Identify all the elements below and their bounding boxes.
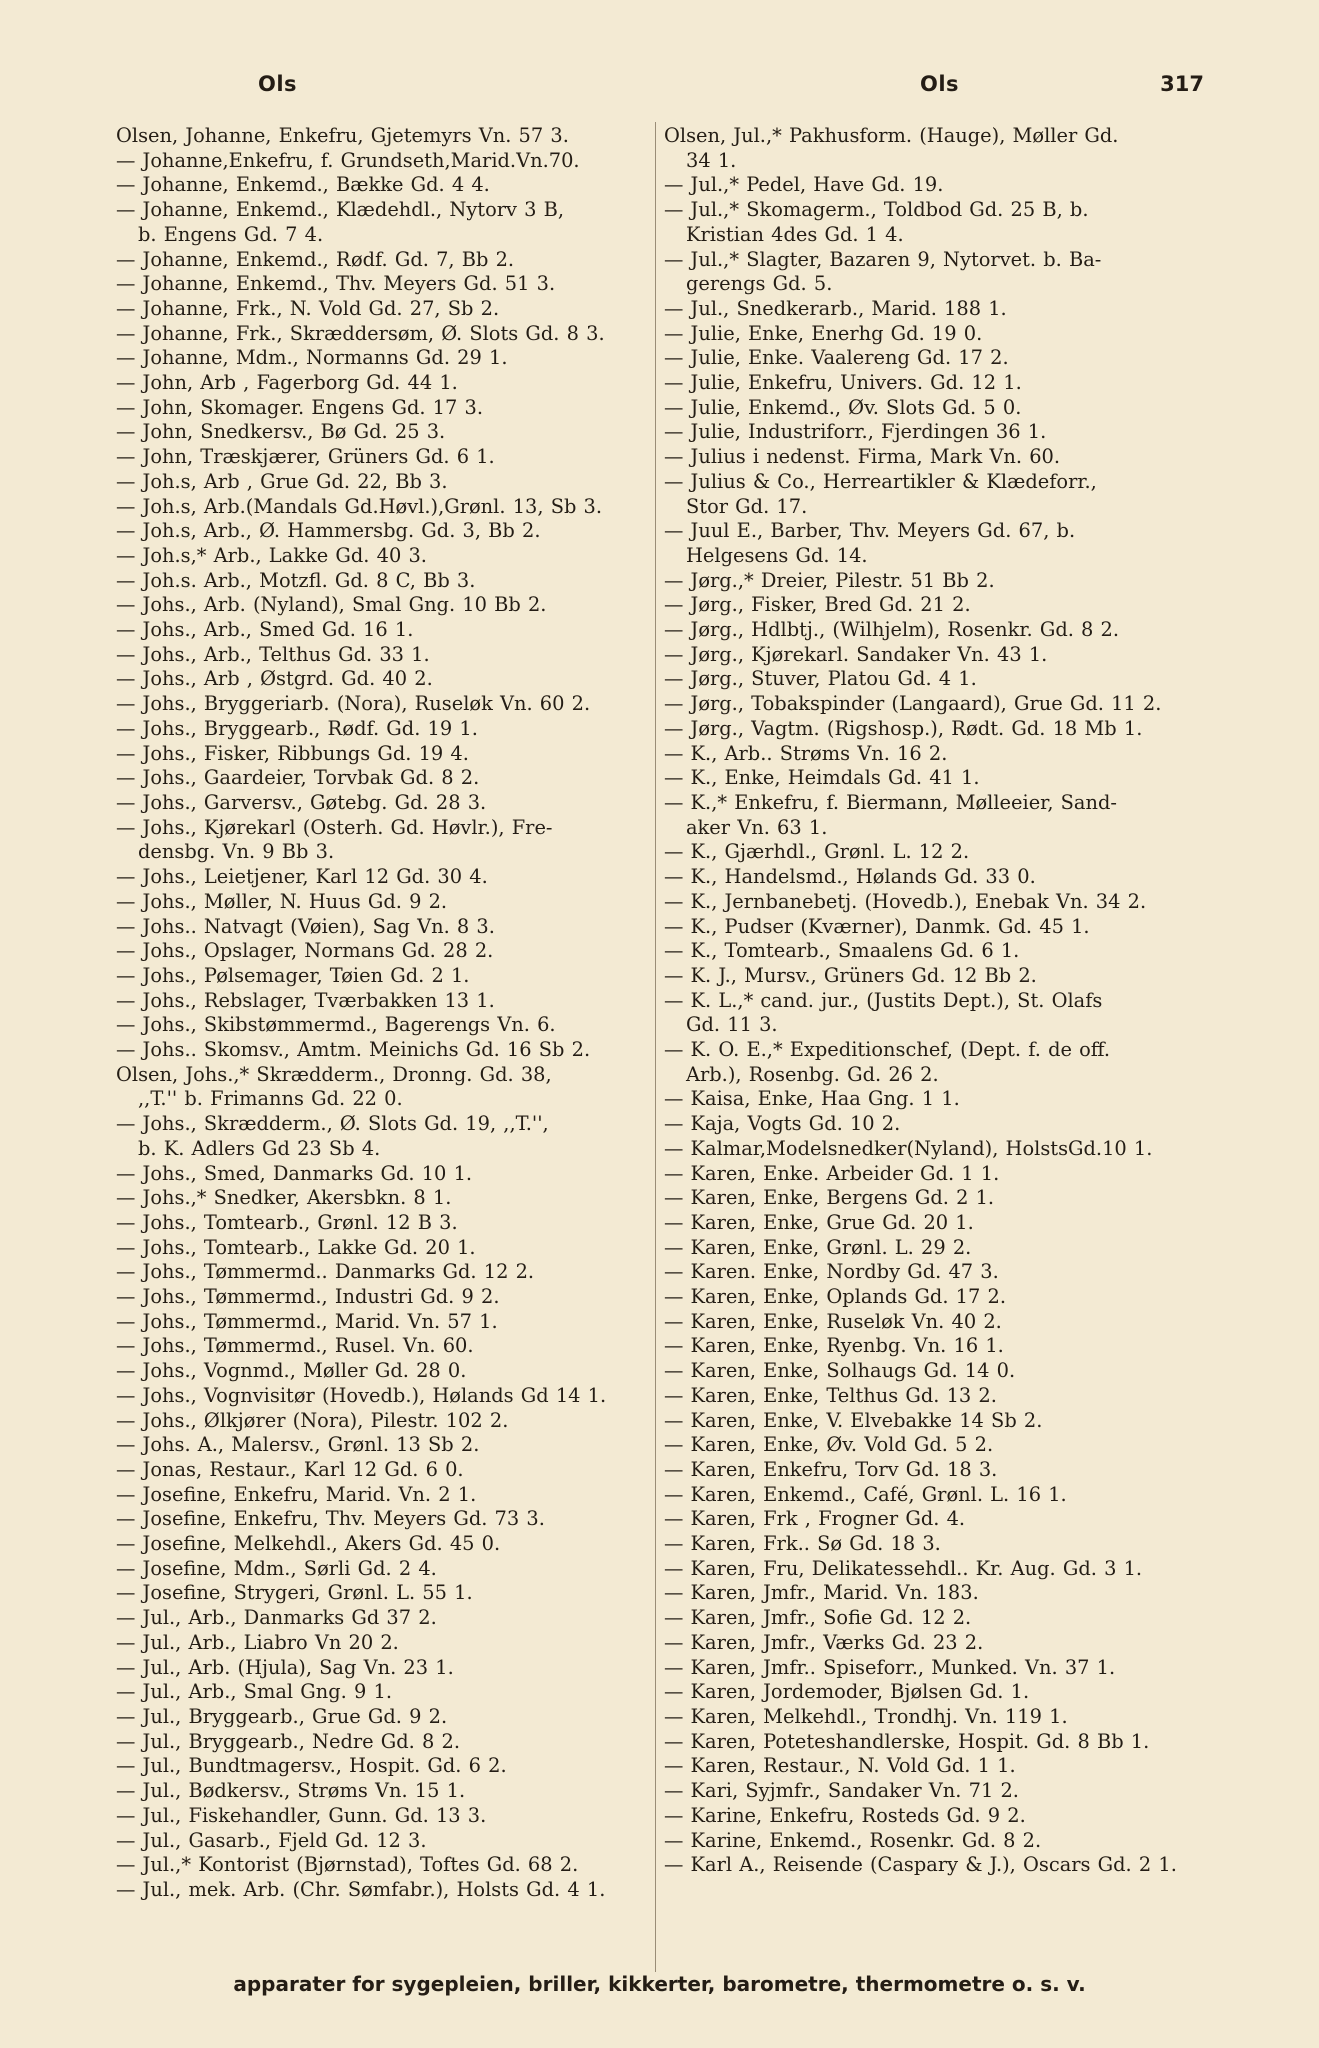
entry-line: — Jørg., Kjørekarl. Sandaker Vn. 43 1. [664, 642, 1048, 666]
entry-line: — Jul., Arb., Danmarks Gd 37 2. [116, 1606, 437, 1630]
entry-line: — Johanne,Enkefru, f. Grundseth,Marid.Vn.70. [116, 148, 580, 172]
directory-entry [116, 791, 656, 816]
directory-entry [664, 198, 1204, 247]
entry-line: — Johs., Bryggeriarb. (Nora), Ruseløk Vn. 60 2. [116, 692, 591, 716]
directory-entry [116, 346, 656, 371]
entry-line: — Karen, Frk , Frogner Gd. 4. [664, 1507, 966, 1531]
entry-line: — Jul.,* Slagter, Bazaren 9, Nytorvet. b. Ba- [664, 247, 1102, 271]
entry-line: — K., Tomtearb., Smaalens Gd. 6 1. [664, 939, 1020, 963]
directory-entry [664, 1433, 1204, 1458]
entry-line: — K., Handelsmd., Hølands Gd. 33 0. [664, 865, 1036, 889]
entry-line: — Joh.s. Arb., Motzfl. Gd. 8 C, Bb 3. [116, 568, 476, 592]
entry-line: — Johs., Tømmermd., Industri Gd. 9 2. [116, 1285, 500, 1309]
directory-entry [116, 1334, 656, 1359]
entry-line: — Jul.,* Kontorist (Bjørnstad), Toftes Gd. 68 2. [116, 1853, 579, 1877]
entry-line: — Johs., Vognmd., Møller Gd. 28 0. [116, 1359, 467, 1383]
directory-entry [116, 1186, 656, 1211]
directory-entry [116, 1285, 656, 1310]
entry-line: — Johs., Tomtearb., Grønl. 12 B 3. [116, 1210, 458, 1234]
directory-entry [664, 1285, 1204, 1310]
entry-continuation-line: ,,T.'' b. Frimanns Gd. 22 0. [138, 1087, 403, 1111]
directory-entry [116, 989, 656, 1014]
entry-line: — Johs., Møller, N. Huus Gd. 9 2. [116, 889, 448, 913]
entry-continuation-line: b. K. Adlers Gd 23 Sb 4. [138, 1136, 381, 1160]
directory-entry [664, 1359, 1204, 1384]
entry-line: — Jul., Bryggearb., Grue Gd. 9 2. [116, 1705, 448, 1728]
entry-continuation-line: 34 1. [686, 148, 737, 172]
directory-entry [664, 1557, 1204, 1582]
entry-line: — Karen, Fru, Delikatessehdl.. Kr. Aug. Gd. 3 1. [664, 1556, 1143, 1580]
entry-line: — K., Enke, Heimdals Gd. 41 1. [664, 766, 980, 790]
directory-entry [664, 124, 1204, 173]
directory-entry [116, 667, 656, 692]
column-divider [655, 122, 656, 1972]
entry-line: — Kari, Syjmfr., Sandaker Vn. 71 2. [664, 1779, 1019, 1803]
entry-line: — Johanne, Mdm., Normanns Gd. 29 1. [116, 346, 508, 370]
entry-line: — K. L.,* cand. jur., (Justits Dept.), St. Olafs [664, 988, 1103, 1012]
directory-entry [664, 989, 1204, 1038]
entry-continuation-line: Arb.), Rosenbg. Gd. 26 2. [686, 1062, 939, 1086]
directory-entry [116, 1507, 656, 1532]
entry-line: — Johs. A., Malersv., Grønl. 13 Sb 2. [116, 1433, 480, 1457]
directory-entry [664, 890, 1204, 915]
entry-line: — Karen, Jmfr., Marid. Vn. 183. [664, 1581, 979, 1605]
directory-entry [664, 1260, 1204, 1285]
directory-entry [116, 519, 656, 544]
directory-entry [664, 420, 1204, 445]
entry-line: — John, Træskjærer, Grüners Gd. 6 1. [116, 445, 495, 469]
directory-entry [664, 297, 1204, 322]
left-column [116, 124, 656, 1903]
right-running-head: Ols [920, 72, 960, 96]
footer-advertisement: apparater for sygepleien, briller, kikkerter, barometre, thermometre o. s. v. [233, 1972, 1086, 1996]
entry-line: — Johs., Bryggearb., Rødf. Gd. 19 1. [116, 716, 478, 740]
directory-entry [664, 717, 1204, 742]
directory-entry [116, 396, 656, 421]
entry-line: — Kaisa, Enke, Haa Gng. 1 1. [664, 1087, 960, 1111]
entry-line: — Karen, Enke, Bergens Gd. 2 1. [664, 1186, 995, 1210]
entry-line: — Karen, Enke. Arbeider Gd. 1 1. [664, 1161, 1000, 1185]
entry-line: — Karen, Melkehdl., Trondhj. Vn. 119 1. [664, 1705, 1068, 1728]
directory-entry [664, 1680, 1204, 1705]
entry-continuation-line: Helgesens Gd. 14. [686, 543, 868, 567]
directory-entry [116, 198, 656, 247]
entry-line: — Jul., Bryggearb., Nedre Gd. 8 2. [116, 1729, 461, 1753]
entry-line: — Juul E., Barber, Thv. Meyers Gd. 67, b. [664, 519, 1076, 543]
entry-line: — Karen, Enkefru, Torv Gd. 18 3. [664, 1457, 998, 1481]
entry-line: — Josefine, Melkehdl., Akers Gd. 45 0. [116, 1532, 501, 1556]
directory-entry [116, 1779, 656, 1804]
entry-line: — K., Pudser (Kværner), Danmk. Gd. 45 1. [664, 914, 1090, 938]
entry-line: — Josefine, Strygeri, Grønl. L. 55 1. [116, 1581, 473, 1605]
directory-entry [664, 593, 1204, 618]
entry-line: — Karen, Enke, V. Elvebakke 14 Sb 2. [664, 1408, 1043, 1432]
directory-entry [116, 1754, 656, 1779]
directory-entry [664, 1334, 1204, 1359]
directory-entry [116, 445, 656, 470]
entry-line: — Johs.. Skomsv., Amtm. Meinichs Gd. 16 Sb 2. [116, 1038, 591, 1062]
directory-entry [664, 643, 1204, 668]
directory-entry [664, 569, 1204, 594]
directory-entry [664, 1162, 1204, 1187]
directory-entry [664, 766, 1204, 791]
entry-line: Olsen, Johanne, Enkefru, Gjetemyrs Vn. 57 3. [116, 124, 569, 147]
entry-line: — Jørg., Hdlbtj., (Wilhjelm), Rosenkr. Gd. 8 2. [664, 618, 1120, 642]
directory-entry [664, 1656, 1204, 1681]
directory-entry [664, 1507, 1204, 1532]
entry-line: — Johs.. Natvagt (Vøien), Sag Vn. 8 3. [116, 914, 495, 938]
directory-entry [664, 667, 1204, 692]
directory-entry [116, 1162, 656, 1187]
directory-entry [664, 173, 1204, 198]
entry-line: — Jul., mek. Arb. (Chr. Sømfabr.), Holsts Gd. 4 1. [116, 1877, 606, 1901]
directory-entry [664, 1211, 1204, 1236]
directory-entry [664, 519, 1204, 568]
directory-entry [116, 1656, 656, 1681]
entry-line: — Karen, Enke, Telthus Gd. 13 2. [664, 1383, 997, 1407]
entry-line: — Jonas, Restaur., Karl 12 Gd. 6 0. [116, 1457, 464, 1481]
entry-line: — Karen, Jmfr., Sofie Gd. 12 2. [664, 1606, 972, 1630]
entry-continuation-line: Kristian 4des Gd. 1 4. [686, 222, 904, 246]
directory-entry [116, 1384, 656, 1409]
entry-line: — Julie, Enkefru, Univers. Gd. 12 1. [664, 371, 1022, 395]
directory-entry [116, 865, 656, 890]
entry-line: — Johs., Skrædderm., Ø. Slots Gd. 19, ,,T.'', [116, 1112, 549, 1136]
entry-line: — Johs., Opslager, Normans Gd. 28 2. [116, 939, 494, 963]
directory-entry [664, 939, 1204, 964]
right-column [664, 124, 1204, 1878]
entry-line: — Joh.s,* Arb., Lakke Gd. 40 3. [116, 543, 427, 567]
entry-line: — Johs., Rebslager, Tværbakken 13 1. [116, 988, 495, 1012]
directory-entry [664, 1853, 1204, 1878]
directory-entry [116, 1458, 656, 1483]
directory-entry [116, 618, 656, 643]
entry-line: — Karen, Enke, Ryenbg. Vn. 16 1. [664, 1334, 1004, 1358]
directory-entry [116, 470, 656, 495]
entry-line: — Jul., Arb., Liabro Vn 20 2. [116, 1630, 399, 1654]
directory-entry [664, 1829, 1204, 1854]
entry-line: — Julius & Co., Herreartikler & Klædeforr., [664, 469, 1097, 493]
entry-line: — Johs., Kjørekarl (Osterh. Gd. Høvlr.), Fre- [116, 815, 553, 839]
directory-entry [664, 1532, 1204, 1557]
directory-entry [116, 420, 656, 445]
entry-line: — Johs., Arb , Østgrd. Gd. 40 2. [116, 667, 433, 691]
directory-entry [664, 1384, 1204, 1409]
directory-entry [664, 322, 1204, 347]
directory-entry [116, 1013, 656, 1038]
directory-entry [116, 371, 656, 396]
entry-line: — Jørg.,* Dreier, Pilestr. 51 Bb 2. [664, 568, 995, 592]
directory-entry [664, 346, 1204, 371]
page-number: 317 [1160, 72, 1204, 96]
entry-line: — K., Gjærhdl., Grønl. L. 12 2. [664, 840, 970, 864]
directory-entry [664, 1483, 1204, 1508]
entry-line: — Karine, Enkemd., Rosenkr. Gd. 8 2. [664, 1828, 1042, 1852]
entry-line: Olsen, Jul.,* Pakhusform. (Hauge), Møller Gd. [664, 124, 1119, 147]
directory-entry [664, 1705, 1204, 1730]
entry-line: — Johs., Smed, Danmarks Gd. 10 1. [116, 1161, 473, 1185]
entry-line: — Johs., Tomtearb., Lakke Gd. 20 1. [116, 1235, 476, 1259]
directory-entry [664, 1754, 1204, 1779]
entry-line: — Johs., Vognvisitør (Hovedb.), Hølands Gd 14 1. [116, 1383, 607, 1407]
entry-line: — Karen, Enke, Øv. Vold Gd. 5 2. [664, 1433, 994, 1457]
page-header [0, 72, 1319, 112]
entry-line: — Julius i nedenst. Firma, Mark Vn. 60. [664, 445, 1061, 469]
entry-line: — Johanne, Enkemd., Thv. Meyers Gd. 51 3. [116, 272, 556, 296]
directory-entry [116, 322, 656, 347]
entry-line: — Karen, Frk.. Sø Gd. 18 3. [664, 1532, 941, 1556]
directory-entry [116, 1705, 656, 1730]
entry-line: — Johs., Arb. (Nyland), Smal Gng. 10 Bb 2. [116, 593, 547, 617]
entry-line: — Joh.s, Arb., Ø. Hammersbg. Gd. 3, Bb 2. [116, 519, 541, 543]
directory-entry [116, 569, 656, 594]
directory-entry [664, 1581, 1204, 1606]
left-running-head: Ols [258, 72, 298, 96]
directory-entry [664, 1804, 1204, 1829]
entry-line: — Jul., Fiskehandler, Gunn. Gd. 13 3. [116, 1803, 487, 1827]
entry-line: — Julie, Enkemd., Øv. Slots Gd. 5 0. [664, 395, 1022, 419]
entry-line: — Jørg., Vagtm. (Rigshosp.), Rødt. Gd. 18 Mb 1. [664, 716, 1143, 740]
entry-line: Olsen, Johs.,* Skrædderm., Dronng. Gd. 38, [116, 1062, 552, 1086]
entry-line: — Karen, Jordemoder, Bjølsen Gd. 1. [664, 1680, 1030, 1704]
directory-entry [116, 717, 656, 742]
directory-entry [116, 766, 656, 791]
entry-line: — Johs., Tømmermd., Marid. Vn. 57 1. [116, 1309, 498, 1333]
directory-entry [116, 272, 656, 297]
directory-entry [116, 692, 656, 717]
entry-line: — K., Jernbanebetj. (Hovedb.), Enebak Vn. 34 2. [664, 889, 1147, 913]
entry-line: — K. J., Mursv., Grüners Gd. 12 Bb 2. [664, 963, 1037, 987]
entry-line: — Johanne, Enkemd., Klædehdl., Nytorv 3 B, [116, 198, 565, 222]
entry-line: — Karen, Enke, Ruseløk Vn. 40 2. [664, 1309, 1002, 1333]
directory-entry [116, 1557, 656, 1582]
directory-entry [116, 1606, 656, 1631]
directory-entry [116, 1038, 656, 1063]
entry-line: — Jørg., Fisker, Bred Gd. 21 2. [664, 593, 971, 617]
entry-line: — Karen, Poteteshandlerske, Hospit. Gd. 8 Bb 1. [664, 1729, 1150, 1753]
entry-line: — Johs., Tømmermd., Rusel. Vn. 60. [116, 1334, 474, 1358]
entry-line: — Jul., Bødkersv., Strøms Vn. 15 1. [116, 1779, 466, 1803]
directory-entry [664, 618, 1204, 643]
entry-continuation-line: gerengs Gd. 5. [686, 272, 833, 296]
entry-line: — Karen, Jmfr.. Spiseforr., Munked. Vn. 37 1. [664, 1655, 1116, 1679]
directory-entry [116, 742, 656, 767]
entry-line: — John, Arb , Fagerborg Gd. 44 1. [116, 371, 458, 395]
directory-entry [116, 1878, 656, 1903]
entry-line: — K.,* Enkefru, f. Biermann, Mølleeier, Sand- [664, 790, 1117, 814]
directory-entry [116, 124, 656, 149]
directory-entry [116, 1631, 656, 1656]
directory-entry [664, 1631, 1204, 1656]
entry-line: — John, Skomager. Engens Gd. 17 3. [116, 395, 484, 419]
directory-entry [116, 248, 656, 273]
entry-line: — Julie, Enke. Vaalereng Gd. 17 2. [664, 346, 1009, 370]
directory-entry [116, 1112, 656, 1161]
directory-entry [116, 1260, 656, 1285]
entry-line: — Johs., Leietjener, Karl 12 Gd. 30 4. [116, 865, 488, 889]
directory-entry [116, 890, 656, 915]
directory-entry [116, 643, 656, 668]
entry-line: — Johs., Arb., Smed Gd. 16 1. [116, 618, 414, 642]
entry-continuation-line: Stor Gd. 17. [686, 494, 808, 518]
entry-line: — Joh.s, Arb.(Mandals Gd.Høvl.),Grønl. 13, Sb 3. [116, 494, 603, 518]
entry-line: — Karen, Enke, Grue Gd. 20 1. [664, 1210, 974, 1234]
entry-line: — Kaja, Vogts Gd. 10 2. [664, 1112, 901, 1136]
entry-line: — Johs.,* Snedker, Akersbkn. 8 1. [116, 1186, 452, 1210]
directory-entry [116, 915, 656, 940]
directory-entry [664, 248, 1204, 297]
entry-line: — Johanne, Enkemd., Rødf. Gd. 7, Bb 2. [116, 247, 515, 271]
directory-entry [664, 470, 1204, 519]
entry-continuation-line: aker Vn. 63 1. [686, 815, 828, 839]
entry-line: — Karine, Enkefru, Rosteds Gd. 9 2. [664, 1803, 1026, 1827]
directory-entry [664, 1236, 1204, 1261]
entry-line: — Johanne, Enkemd., Bække Gd. 4 4. [116, 173, 490, 197]
directory-entry [116, 1483, 656, 1508]
directory-entry [664, 1409, 1204, 1434]
directory-entry [664, 1112, 1204, 1137]
directory-entry [116, 495, 656, 520]
entry-line: — Josefine, Enkefru, Marid. Vn. 2 1. [116, 1482, 477, 1506]
directory-entry [116, 1804, 656, 1829]
directory-entry [116, 1829, 656, 1854]
directory-entry [116, 1310, 656, 1335]
directory-entry [116, 297, 656, 322]
directory-entry [116, 1433, 656, 1458]
directory-entry [116, 1532, 656, 1557]
entry-line: — Jul., Arb., Smal Gng. 9 1. [116, 1680, 393, 1704]
entry-line: — Johs., Gaardeier, Torvbak Gd. 8 2. [116, 766, 480, 790]
entry-line: — Karl A., Reisende (Caspary & J.), Oscars Gd. 2 1. [664, 1853, 1177, 1877]
directory-entry [116, 939, 656, 964]
entry-continuation-line: Gd. 11 3. [686, 1013, 778, 1037]
entry-line: — Jul., Bundtmagersv., Hospit. Gd. 6 2. [116, 1754, 507, 1778]
directory-entry [664, 1137, 1204, 1162]
directory-entry [116, 1853, 656, 1878]
directory-entry [664, 791, 1204, 840]
entry-line: — K., Arb.. Strøms Vn. 16 2. [664, 741, 948, 765]
directory-entry [664, 1310, 1204, 1335]
directory-entry [116, 1409, 656, 1434]
directory-entry [664, 1087, 1204, 1112]
entry-line: — Karen, Enke, Solhaugs Gd. 14 0. [664, 1359, 1016, 1383]
directory-entry [664, 742, 1204, 767]
directory-entry [664, 1186, 1204, 1211]
directory-entry [664, 865, 1204, 890]
entry-line: — Jul.,* Pedel, Have Gd. 19. [664, 173, 944, 197]
directory-entry [116, 1730, 656, 1755]
entry-line: — Johs., Arb., Telthus Gd. 33 1. [116, 642, 430, 666]
entry-line: — Johs., Tømmermd.. Danmarks Gd. 12 2. [116, 1260, 535, 1284]
entry-line: — Jul.,* Skomagerm., Toldbod Gd. 25 B, b. [664, 198, 1089, 222]
entry-continuation-line: b. Engens Gd. 7 4. [138, 222, 324, 246]
entry-line: — Karen. Enke, Nordby Gd. 47 3. [664, 1260, 999, 1284]
directory-entry [116, 544, 656, 569]
directory-entry [664, 1038, 1204, 1087]
directory-entry [116, 593, 656, 618]
entry-line: — Johanne, Frk., N. Vold Gd. 27, Sb 2. [116, 296, 500, 320]
directory-entry [664, 692, 1204, 717]
directory-entry [116, 1211, 656, 1236]
directory-entry [116, 149, 656, 174]
directory-entry [664, 396, 1204, 421]
entry-line: — Johs., Pølsemager, Tøien Gd. 2 1. [116, 963, 470, 987]
directory-entry [116, 1359, 656, 1384]
entry-line: — Johs., Garversv., Gøtebg. Gd. 28 3. [116, 790, 487, 814]
directory-entry [664, 1458, 1204, 1483]
entry-line: — Johs., Fisker, Ribbungs Gd. 19 4. [116, 741, 469, 765]
directory-entry [664, 371, 1204, 396]
entry-line: — Karen, Restaur., N. Vold Gd. 1 1. [664, 1754, 1016, 1778]
entry-line: — Josefine, Enkefru, Thv. Meyers Gd. 73 3. [116, 1507, 545, 1531]
entry-line: — Julie, Enke, Enerhg Gd. 19 0. [664, 321, 983, 345]
directory-entry [664, 445, 1204, 470]
directory-entry [664, 1606, 1204, 1631]
entry-line: — John, Snedkersv., Bø Gd. 25 3. [116, 420, 446, 444]
entry-line: — K. O. E.,* Expeditionschef, (Dept. f. de off. [664, 1038, 1111, 1062]
entry-line: — Karen, Enkemd., Café, Grønl. L. 16 1. [664, 1482, 1067, 1506]
directory-entry [116, 1236, 656, 1261]
entry-line: — Karen, Jmfr., Værks Gd. 23 2. [664, 1630, 984, 1654]
entry-line: — Johs., Skibstømmermd., Bagerengs Vn. 6. [116, 1013, 556, 1037]
directory-entry [664, 915, 1204, 940]
entry-line: — Jul., Snedkerarb., Marid. 188 1. [664, 296, 1007, 320]
entry-line: — Karen, Enke, Grønl. L. 29 2. [664, 1235, 972, 1259]
directory-entry [664, 1730, 1204, 1755]
entry-line: — Kalmar,Modelsnedker(Nyland), HolstsGd.10 1. [664, 1136, 1153, 1160]
entry-line: — Joh.s, Arb , Grue Gd. 22, Bb 3. [116, 469, 448, 493]
directory-entry [116, 1063, 656, 1112]
directory-entry [116, 1581, 656, 1606]
entry-continuation-line: densbg. Vn. 9 Bb 3. [138, 840, 335, 864]
entry-line: — Johanne, Frk., Skræddersøm, Ø. Slots Gd. 8 3. [116, 321, 605, 345]
directory-entry [116, 173, 656, 198]
directory-entry [664, 1779, 1204, 1804]
entry-line: — Karen, Enke, Oplands Gd. 17 2. [664, 1285, 1007, 1309]
entry-line: — Jørg., Tobakspinder (Langaard), Grue Gd. 11 2. [664, 692, 1162, 716]
directory-entry [116, 964, 656, 989]
directory-entry [116, 816, 656, 865]
entry-line: — Johs., Ølkjører (Nora), Pilestr. 102 2. [116, 1408, 509, 1432]
entry-line: — Jul., Arb. (Hjula), Sag Vn. 23 1. [116, 1655, 454, 1679]
entry-line: — Jørg., Stuver, Platou Gd. 4 1. [664, 667, 977, 691]
entry-line: — Julie, Industriforr., Fjerdingen 36 1. [664, 420, 1047, 444]
entry-line: — Jul., Gasarb., Fjeld Gd. 12 3. [116, 1828, 427, 1852]
directory-entry [664, 840, 1204, 865]
directory-entry [664, 964, 1204, 989]
entry-line: — Josefine, Mdm., Sørli Gd. 2 4. [116, 1556, 437, 1580]
directory-entry [116, 1680, 656, 1705]
